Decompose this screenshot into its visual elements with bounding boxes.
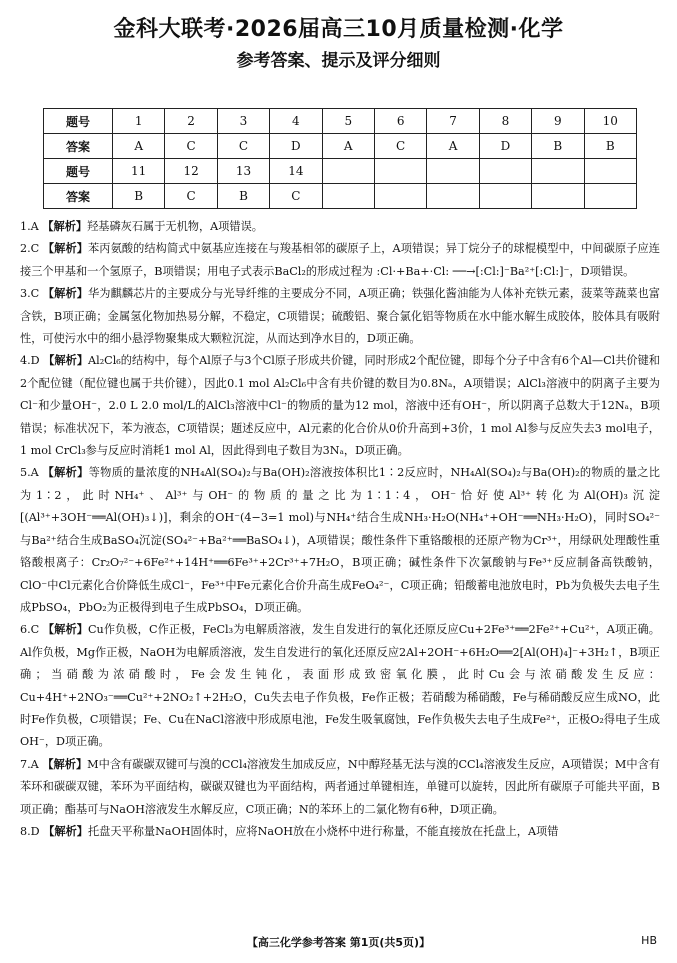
item-number: 2.C xyxy=(20,242,40,256)
question-number-cell: 11 xyxy=(113,159,165,184)
page-subtitle: 参考答案、提示及评分细则 xyxy=(236,51,441,71)
question-number-cell: 1 xyxy=(113,109,165,134)
explanation-item xyxy=(20,238,660,283)
explanation-item xyxy=(20,350,660,462)
answer-cell xyxy=(322,184,374,209)
question-number-cell: 13 xyxy=(217,159,269,184)
explanation-item xyxy=(20,216,660,238)
question-number-cell: 10 xyxy=(584,109,636,134)
item-number: 1.A xyxy=(20,220,39,233)
analysis-tag: 【解析】 xyxy=(43,824,88,838)
row-label: 答案 xyxy=(44,134,113,159)
answer-cell: B xyxy=(217,184,269,209)
answer-cell xyxy=(374,184,426,209)
explanation-item xyxy=(20,283,660,350)
explanation-item xyxy=(20,821,660,843)
answer-cell: C xyxy=(165,134,217,159)
answer-cell xyxy=(584,184,636,209)
item-number: 8.D xyxy=(20,824,40,838)
explanation-text: 苯丙氨酸的结构简式中氨基应连接在与羧基相邻的碳原子上，A项错误；异丁烷分子的球棍模型中，中间碳原子应连接三个甲基和一个氢原子，B项错误；用电子式表示BaCl₂的形成过程为 :Cl·+Ba+·Cl: ──→[:Cl:]⁻Ba²⁺[:Cl:]⁻，D项错误。 xyxy=(20,242,660,278)
question-number-cell: 3 xyxy=(217,109,269,134)
analysis-tag: 【解析】 xyxy=(42,623,88,637)
explanation-text: 华为麒麟芯片的主要成分与光导纤维的主要成分不同，A项正确；铁强化酱油能为人体补充铁元素，菠菜等蔬菜也富含铁，B项正确；金属氢化物加热易分解，不稳定，C项错误；硫酸铝、聚合氯化铝等物质在水中能水解生成胶体，胶体具有吸附性，可使污水中的细小悬浮物聚集成大颗粒沉淀，从而达到净水目的，D项正确。 xyxy=(20,287,660,346)
explanations xyxy=(20,216,660,843)
question-number-cell: 12 xyxy=(165,159,217,184)
question-number-row xyxy=(44,109,637,134)
question-number-cell: 9 xyxy=(532,109,584,134)
answer-cell xyxy=(532,184,584,209)
question-number-cell: 5 xyxy=(322,109,374,134)
item-number: 7.A xyxy=(20,757,39,771)
answer-row xyxy=(44,134,637,159)
answer-cell: C xyxy=(217,134,269,159)
explanation-item xyxy=(20,462,660,619)
row-label: 答案 xyxy=(44,184,113,209)
item-number: 6.C xyxy=(20,623,40,637)
analysis-tag: 【解析】 xyxy=(42,287,89,301)
question-number-cell xyxy=(532,159,584,184)
analysis-tag: 【解析】 xyxy=(43,354,89,368)
footer-code: HB xyxy=(641,934,657,947)
answer-cell: A xyxy=(322,134,374,159)
item-number: 4.D xyxy=(20,354,40,368)
answer-cell: C xyxy=(270,184,322,209)
answer-table xyxy=(43,108,637,209)
question-number-cell: 4 xyxy=(270,109,322,134)
answer-cell: B xyxy=(532,134,584,159)
item-number: 5.A xyxy=(20,466,39,480)
question-number-cell xyxy=(584,159,636,184)
question-number-cell: 6 xyxy=(374,109,426,134)
analysis-tag: 【解析】 xyxy=(42,466,89,480)
page-title: 金科大联考·2026届高三10月质量检测·化学 xyxy=(113,17,564,42)
answer-cell: D xyxy=(479,134,531,159)
answer-cell: D xyxy=(270,134,322,159)
item-number: 3.C xyxy=(20,287,40,301)
answer-cell: B xyxy=(584,134,636,159)
answer-cell xyxy=(479,184,531,209)
explanation-text: 托盘天平称量NaOH固体时，应将NaOH放在小烧杯中进行称量，不能直接放在托盘上，A项错 xyxy=(87,824,559,838)
question-number-cell: 2 xyxy=(165,109,217,134)
row-label: 题号 xyxy=(44,109,113,134)
question-number-cell xyxy=(427,159,479,184)
explanation-text: Al₂Cl₆的结构中，每个Al原子与3个Cl原子形成共价键，同时形成2个配位键，即每个分子中含有6个Al—Cl共价键和2个配位键（配位键也属于共价键），因此0.1 mol Al₂Cl₆中含有共价键的数目为0.8Nₐ，A项错误；AlCl₃溶液中的阴离子主要为Cl⁻和少量OH⁻，2.0 L 2.0 mol/L的AlCl₃溶液中Cl⁻的物质的量为12 mol，溶液中还有OH⁻，所以阴离子总数大于12Nₐ，B项错误；标准状况下，苯为液态，C项错误；题述反应中，Al元素的化合价从0价升高到+3价，1 mol Al参与反应失去3 mol电子，1 mol CrCl₃参与反应时消耗1 mol Al，因此得到电子数目为3Nₐ，D项正确。 xyxy=(20,354,660,458)
answer-cell: A xyxy=(427,134,479,159)
answer-cell: A xyxy=(113,134,165,159)
answer-row xyxy=(44,184,637,209)
question-number-cell: 14 xyxy=(270,159,322,184)
analysis-tag: 【解析】 xyxy=(42,220,88,233)
analysis-tag: 【解析】 xyxy=(42,757,88,771)
answer-cell xyxy=(427,184,479,209)
explanation-text: 等物质的量浓度的NH₄Al(SO₄)₂与Ba(OH)₂溶液按体积比1∶2反应时，NH₄Al(SO₄)₂与Ba(OH)₂的物质的量之比为1∶2，此时NH₄⁺、Al³⁺与OH⁻的物质的量之比为1∶1∶4，OH⁻恰好使Al³⁺转化为Al(OH)₃沉淀[(Al³⁺+3OH⁻══Al(OH)₃↓)]，剩余的OH⁻(4−3=1 mol)与NH₄⁺结合生成NH₃·H₂O(NH₄⁺+OH⁻══NH₃·H₂O)，同时SO₄²⁻与Ba²⁺结合生成BaSO₄沉淀(SO₄²⁻+Ba²⁺══BaSO₄↓)，A项错误；酸性条件下重铬酸根的还原产物为Cr³⁺，用绿矾处理酸性重铬酸根离子：Cr₂O₇²⁻+6Fe²⁺+14H⁺══6Fe³⁺+2Cr³⁺+7H₂O，B项正确；碱性条件下次氯酸钠与Fe³⁺反应制备高铁酸钠，ClO⁻中Cl元素化合价降低生成Cl⁻，Fe³⁺中Fe元素化合价升高生成FeO₄²⁻，C项正确；铅酸蓄电池放电时，Pb为负极失去电子生成PbSO₄，PbO₂为正极得到电子生成PbSO₄，D项正确。 xyxy=(20,466,660,614)
question-number-cell xyxy=(322,159,374,184)
answer-cell: C xyxy=(374,134,426,159)
page-footer: 【高三化学参考答案 第1页(共5页)】 xyxy=(246,936,431,949)
row-label: 题号 xyxy=(44,159,113,184)
explanation-text: 羟基磷灰石属于无机物，A项错误。 xyxy=(87,220,263,233)
question-number-cell: 8 xyxy=(479,109,531,134)
answer-cell: C xyxy=(165,184,217,209)
answer-cell: B xyxy=(113,184,165,209)
analysis-tag: 【解析】 xyxy=(42,242,89,256)
question-number-cell: 7 xyxy=(427,109,479,134)
explanation-text: Cu作负极，C作正极，FeCl₃为电解质溶液，发生自发进行的氧化还原反应Cu+2Fe³⁺══2Fe²⁺+Cu²⁺，A项正确。Al作负极，Mg作正极，NaOH为电解质溶液，发生自发进行的氧化还原反应2Al+2OH⁻+6H₂O══2[Al(OH)₄]⁻+3H₂↑，B项正确；当硝酸为浓硝酸时，Fe会发生钝化，表面形成致密氧化膜，此时Cu会与浓硝酸发生反应：Cu+4H⁺+2NO₃⁻══Cu²⁺+2NO₂↑+2H₂O，Cu失去电子作负极，Fe作正极；若硝酸为稀硝酸，Fe与稀硝酸反应生成NO，此时Fe作负极，C项错误；Fe、Cu在NaCl溶液中形成原电池，Fe发生吸氧腐蚀，Fe作负极失去电子生成Fe²⁺，正极O₂得电子生成OH⁻，D项正确。 xyxy=(20,623,660,749)
question-number-cell xyxy=(479,159,531,184)
question-number-cell xyxy=(374,159,426,184)
explanation-item xyxy=(20,754,660,821)
question-number-row xyxy=(44,159,637,184)
explanation-text: M中含有碳碳双键可与溴的CCl₄溶液发生加成反应，N中醇羟基无法与溴的CCl₄溶液发生反应，A项错误；M中含有苯环和碳碳双键，苯环为平面结构，碳碳双键也为平面结构，两者通过单键相连，单键可以旋转，因此所有碳原子可能共平面，B项正确；酯基可与NaOH溶液发生水解反应，C项正确；N的苯环上的二氯化物有6种，D项正确。 xyxy=(20,757,660,816)
explanation-item xyxy=(20,619,660,753)
